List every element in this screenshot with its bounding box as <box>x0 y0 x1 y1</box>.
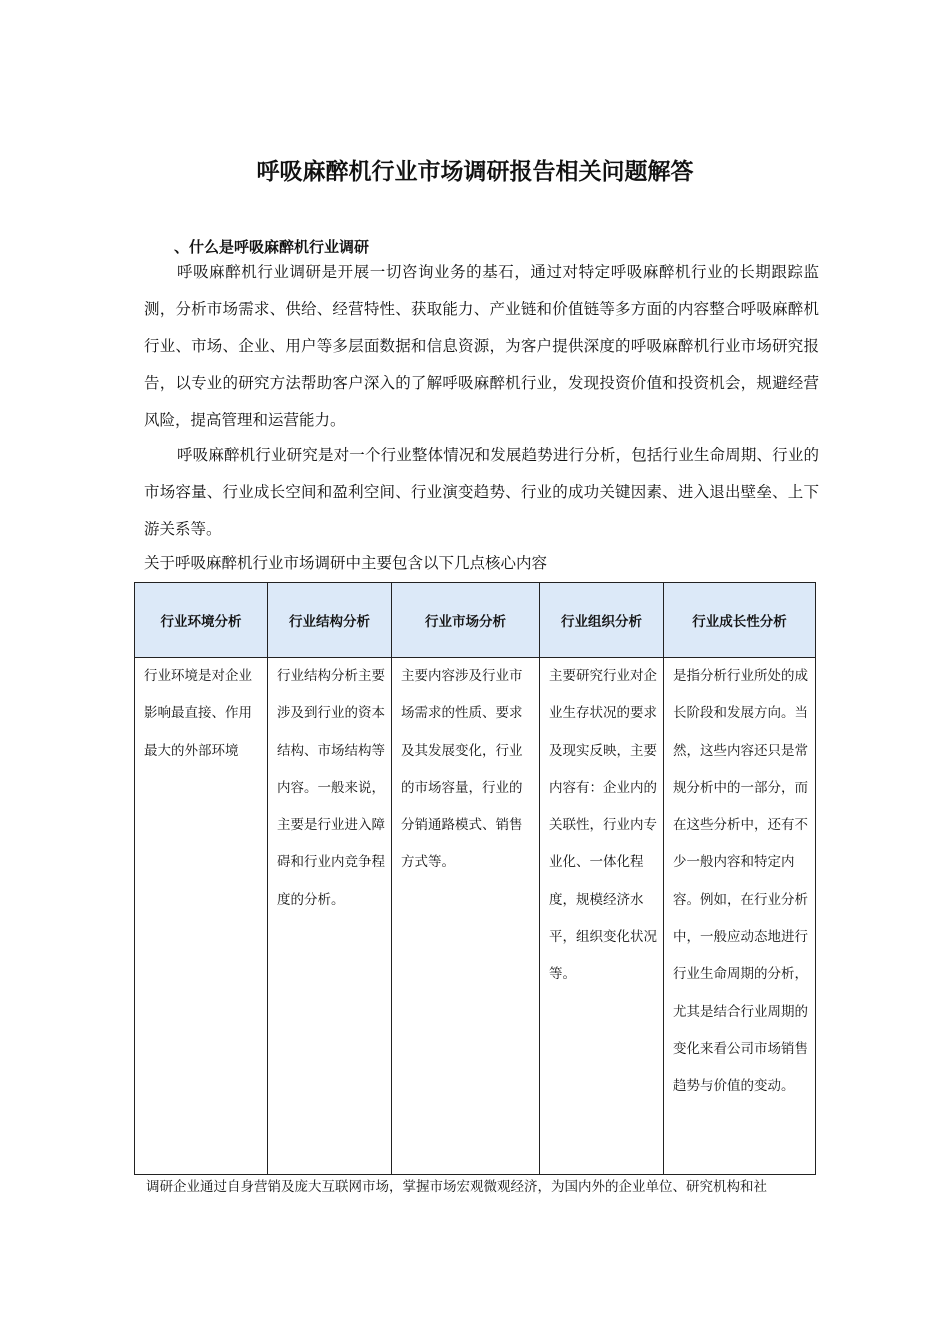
core-content-table <box>134 582 816 1175</box>
cell-industry-structure: 行业结构分析主要涉及到行业的资本结构、市场结构等内容。一般来说，主要是行业进入障碍和行业内竞争程度的分析。 <box>268 658 392 1175</box>
table-intro-text: 关于呼吸麻醉机行业市场调研中主要包含以下几点核心内容 <box>144 554 548 572</box>
cell-industry-market: 主要内容涉及行业市场需求的性质、要求及其发展变化，行业的市场容量，行业的分销通路模式、销售方式等。 <box>392 658 540 1175</box>
section-heading: 、什么是呼吸麻醉机行业调研 <box>174 238 370 256</box>
cell-industry-environment: 行业环境是对企业影响最直接、作用最大的外部环境 <box>135 658 268 1175</box>
table-header-row <box>135 583 816 658</box>
header-industry-organization: 行业组织分析 <box>540 583 664 658</box>
paragraph-industry-research-definition: 呼吸麻醉机行业调研是开展一切咨询业务的基石，通过对特定呼吸麻醉机行业的长期跟踪监测，分析市场需求、供给、经营特性、获取能力、产业链和价值链等多方面的内容整合呼吸麻醉机行业、市场、企业、用户等多层面数据和信息资源，为客户提供深度的呼吸麻醉机行业市场研究报告，以专业的研究方法帮助客户深入的了解呼吸麻醉机行业，发现投资价值和投资机会，规避经营风险，提高管理和运营能力。 <box>144 263 819 429</box>
header-industry-growth: 行业成长性分析 <box>664 583 816 658</box>
cell-industry-organization: 主要研究行业对企业生存状况的要求及现实反映，主要内容有：企业内的关联性，行业内专业化、一体化程度，规模经济水平，组织变化状况等。 <box>540 658 664 1175</box>
document-title: 呼吸麻醉机行业市场调研报告相关问题解答 <box>256 159 694 185</box>
header-industry-market: 行业市场分析 <box>392 583 540 658</box>
header-industry-structure: 行业结构分析 <box>268 583 392 658</box>
table-row <box>135 658 816 1175</box>
cell-industry-growth: 是指分析行业所处的成长阶段和发展方向。当然，这些内容还只是常规分析中的一部分，而在这些分析中，还有不少一般内容和特定内容。例如，在行业分析中，一般应动态地进行行业生命周期的分析，尤其是结合行业周期的变化来看公司市场销售趋势与价值的变动。 <box>664 658 816 1175</box>
header-industry-environment: 行业环境分析 <box>135 583 268 658</box>
paragraph-industry-research-scope: 呼吸麻醉机行业研究是对一个行业整体情况和发展趋势进行分析，包括行业生命周期、行业的市场容量、行业成长空间和盈利空间、行业演变趋势、行业的成功关键因素、进入退出壁垒、上下游关系等。 <box>144 446 819 538</box>
footer-text: 调研企业通过自身营销及庞大互联网市场，掌握市场宏观微观经济，为国内外的企业单位、研究机构和社 <box>146 1179 767 1195</box>
